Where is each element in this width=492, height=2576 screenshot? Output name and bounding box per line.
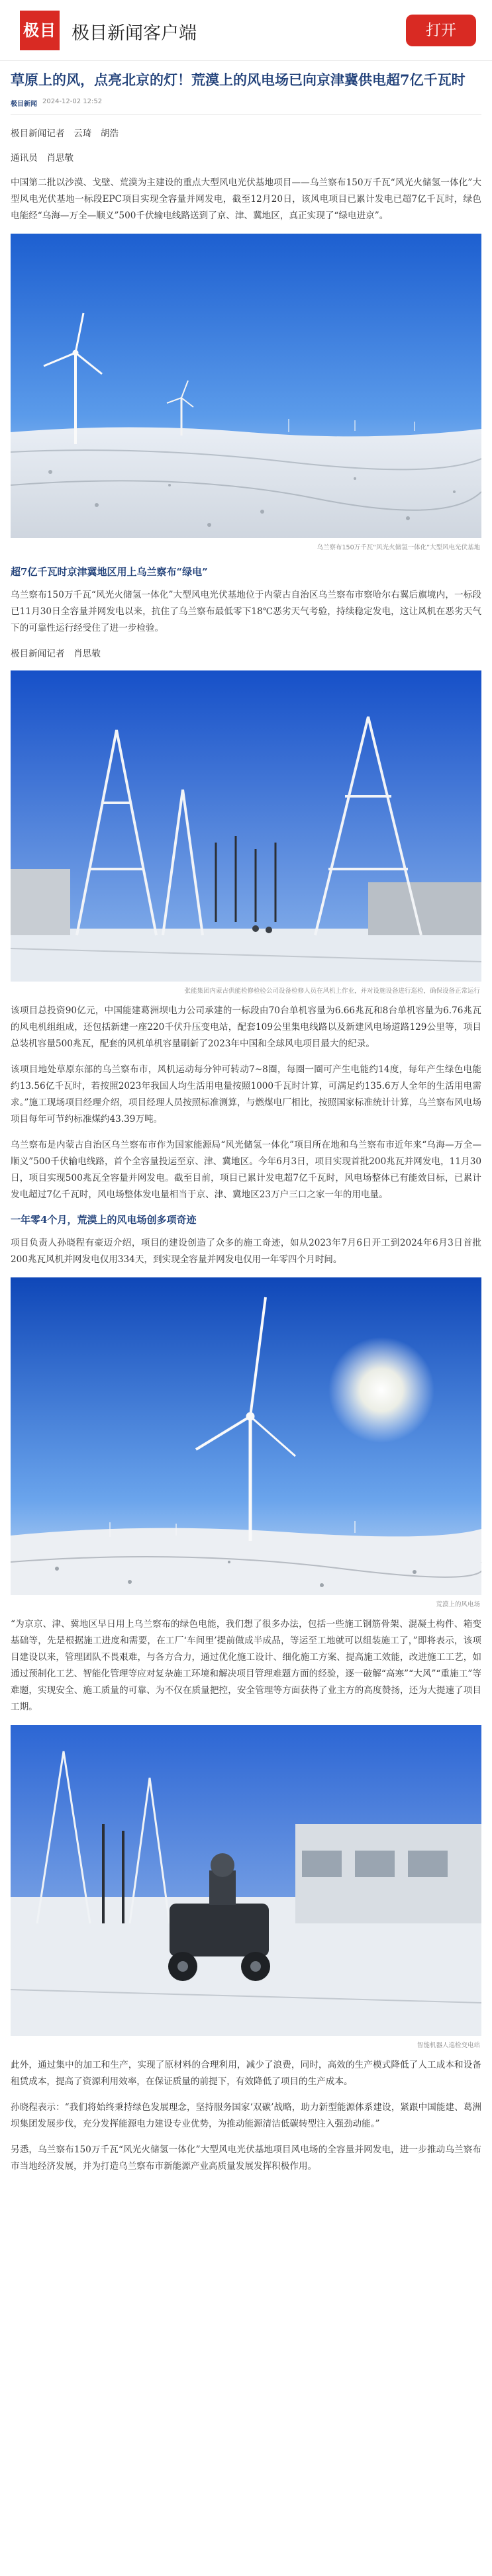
- paragraph-8: 此外，通过集中的加工和生产，实现了原材料的合理利用，减少了浪费，同时，高效的生产模式降低了人工成本和设备租赁成本，提高了资源利用效率，在保证质量的前提下，有效降低了项目的生产成本。: [11, 2060, 481, 2087]
- photo-wind-farm-snow-image: [11, 234, 481, 538]
- open-app-button[interactable]: 打开: [406, 15, 476, 46]
- photo-wind-farm-snow[interactable]: [11, 234, 481, 538]
- paragraph-5: 乌兰察布是内蒙古自治区乌兰察布市作为国家能源局“风光储氢一体化”项目所在地和乌兰察布市近年来“乌海—万全—顺义”500千伏输电线路，首个全容量投运至京、津、冀地区。今年6月3日，项目实现首批200兆瓦并网发电，11月30日，项目实现500兆瓦全容量并网发电。截至目前，项目已累计发电超7亿千瓦时，风电场整体已有能效目标，已累计发电超过7亿千瓦时，风电场整体发电量相当于京、津、冀地区23万户三口之家一年的用电量。: [11, 1140, 481, 1200]
- article-datetime: 2024-12-02 12:52: [42, 98, 103, 105]
- paragraph-10: 另悉，乌兰察布150万千瓦“风光火储氢一体化”大型风电光伏基地项目风电场的全容量并网发电，进一步推动乌兰察布市当地经济发展，并为打造乌兰察布市新能源产业高质量发展发挥积极作用。: [11, 2144, 481, 2172]
- correspondent-line: 通讯员 肖思敬: [11, 153, 74, 163]
- paragraph-1: 中国第二批以沙漠、戈壁、荒漠为主建设的重点大型风电光伏基地项目——乌兰察布150万千瓦“风光火储氢一体化”大型风电光伏基地一标段EPC项目实现全容量并网发电，截至12月20日，该风电项目已累计发电已超7亿千瓦时，绿色电能经“乌海—万全—顺义”500千伏输电线路送到了京、津、冀地区，真正实现了“绿电进京”。: [11, 177, 481, 221]
- paragraph-7: “为京京、津、冀地区早日用上乌兰察布的绿色电能，我们想了很多办法，包括一些施工钢筋骨架、混凝土构件、箱变基础等，先是根据施工进度和需要，在工厂‘车间里’提前做成半成品，等运至工地就可以组装施工了，”即将表示，该项目建设以来，管理团队不畏艰难，与各方合力，通过优化施工设计、细化施工方案、提高施工效能，改进施工工艺，如通过预制化工艺、智能化管理等应对复杂施工环境和解决项目管理难题方面的经验，逐一破解“高寒”“大风”“重施工”等难题，实现安全、施工质量的可靠、为不仅在质量把控，安全管理等方面获得了业主方的高度赞扬，还为大提速了项目工期。: [11, 1619, 481, 1712]
- paragraph-9: 孙晓程表示：“我们将始终秉持绿色发展理念，坚持服务国家‘双碳’战略，助力新型能源体系建设，紧跟中国能建、葛洲坝集团发展步伐，充分发挥能源电力建设专业优势，为推动能源清洁低碳转型注入强劲动能。”: [11, 2102, 481, 2129]
- photo-inspection-robot[interactable]: [11, 1725, 481, 2036]
- reporter-line-2: 极目新闻记者 肖思敬: [11, 649, 101, 659]
- photo-turbine-sun[interactable]: [11, 1277, 481, 1595]
- paragraph-3: 该项目总投资90亿元，中国能建葛洲坝电力公司承建的一标段由70台单机容量为6.66兆瓦和8台单机容量为6.76兆瓦的风电机组组成，还包括新建一座220千伏升压变电站，配套109公里集电线路以及新建风电场道路129公里等，项目总装机容量500兆瓦，配套的风机单机容量刷新了2023年中国和全球风电项目最大的纪录。: [11, 1005, 481, 1049]
- figure-1-caption: 乌兰察布150万千瓦“风光火储氢一体化”大型风电光伏基地: [317, 544, 480, 551]
- section-heading-1: 超7亿千瓦时京津冀地区用上乌兰察布“绿电”: [11, 566, 208, 578]
- paragraph-4: 该项目地处草原东部的乌兰察布市，风机运动每分钟可转动7~8圈，每圈一圈可产生电能约14度，每年产生绿色电能约13.56亿千瓦时，若按照2023年我国人均生活用电量按照1000千瓦时计算，可满足约135.6万人全年的生活用电需求。”施工现场项目经理介绍，项目经理人员按照标准测算，与燃煤电厂相比，按照国家标准统计计算，乌兰察布风电场项目每年可节约标准煤约43.39万吨。: [11, 1064, 481, 1125]
- photo-substation-towers[interactable]: [11, 670, 481, 982]
- article-source[interactable]: 极目新闻: [11, 101, 37, 108]
- photo-turbine-sun-image: [11, 1277, 481, 1595]
- photo-substation-towers-image: [11, 670, 481, 982]
- article-meta: [11, 98, 481, 108]
- figure-2-caption: 张能集团内蒙古供能检修检验公司设备检修人员在风机上作业，并对设施设备进行巡检，确保设备正常运行: [184, 988, 480, 995]
- figure-4-caption: 智能机器人巡检变电站: [417, 2042, 480, 2049]
- section-heading-2: 一年零4个月，荒漠上的风电场创多项奇迹: [11, 1214, 197, 1226]
- app-header: [0, 0, 492, 61]
- paragraph-2: 乌兰察布150万千瓦“风光火储氢一体化”大型风电光伏基地位于内蒙古自治区乌兰察布市察哈尔右翼后旗境内，一标段已11月30日全容量并网发电以来，抗住了乌兰察布最低零下18℃恶劣天气考验，持续稳定发电，这让风机在恶劣天气下的可靠性运行经受住了进一步检验。: [11, 590, 481, 633]
- reporter-line: 极目新闻记者 云琦 胡浩: [11, 128, 119, 139]
- app-logo[interactable]: 极目: [20, 11, 60, 50]
- app-brand-name: 极目新闻客户端: [72, 23, 197, 44]
- photo-inspection-robot-image: [11, 1725, 481, 2036]
- article-title: 草原上的风，点亮北京的灯！荒漠上的风电场已向京津冀供电超7亿千瓦时: [11, 71, 466, 88]
- article-body: [0, 70, 492, 2175]
- figure-3-caption: 荒漠上的风电场: [436, 1601, 480, 1608]
- paragraph-6: 项目负责人孙晓程有豪迈介绍，项目的建设创造了众多的施工奇迹，如从2023年7月6日开工到2024年6月3日首批200兆瓦风机并网发电仅用334天，到实现全容量并网发电仅用一年零四个月时间。: [11, 1238, 481, 1265]
